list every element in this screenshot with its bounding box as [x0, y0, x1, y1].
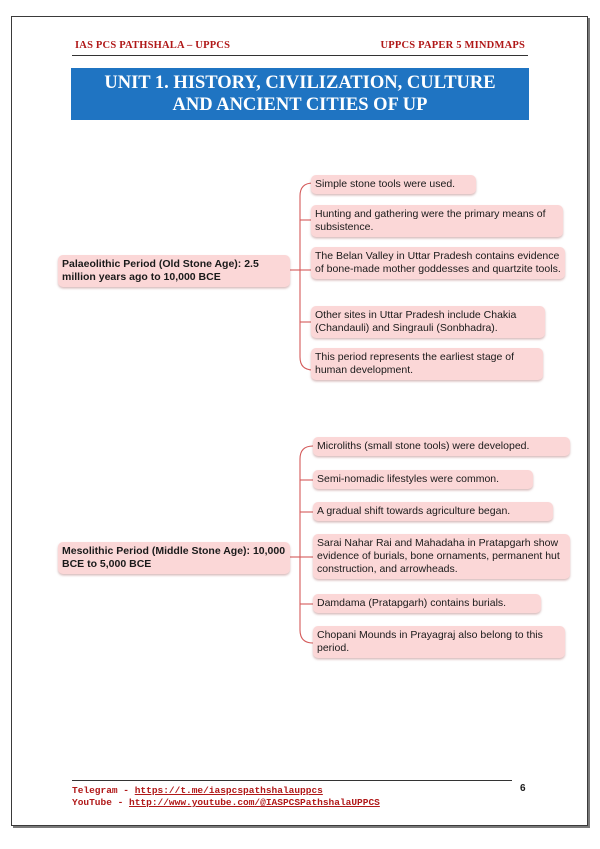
mesolithic-point-6: Chopani Mounds in Prayagraj also belong to this period.	[313, 626, 565, 658]
header-left-title: IAS PCS PATHSHALA – UPPCS	[75, 40, 231, 51]
palaeolithic-point-1: Simple stone tools were used.	[311, 175, 476, 194]
header-divider	[72, 55, 528, 56]
footer-divider	[72, 780, 512, 781]
mesolithic-point-5: Damdama (Pratapgarh) contains burials.	[313, 594, 541, 613]
footer-telegram	[72, 785, 323, 796]
page-frame	[11, 16, 588, 826]
mesolithic-point-1: Microliths (small stone tools) were developed.	[313, 437, 570, 456]
youtube-link[interactable]: http://www.youtube.com/@IASPCSPathshalaUPPCS	[129, 797, 380, 808]
unit-title-banner	[71, 68, 529, 120]
unit-title-line-1: UNIT 1. HISTORY, CIVILIZATION, CULTURE	[104, 73, 496, 93]
topic-palaeolithic: Palaeolithic Period (Old Stone Age): 2.5 million years ago to 10,000 BCE	[58, 255, 290, 287]
palaeolithic-point-3: The Belan Valley in Uttar Pradesh contains evidence of bone-made mother goddesses and quartzite tools.	[311, 247, 565, 279]
footer-youtube	[72, 797, 380, 808]
topic-mesolithic: Mesolithic Period (Middle Stone Age): 10,000 BCE to 5,000 BCE	[58, 542, 290, 574]
header-right-title: UPPCS PAPER 5 MINDMAPS	[380, 40, 525, 51]
mesolithic-point-4: Sarai Nahar Rai and Mahadaha in Pratapgarh show evidence of burials, bone ornaments, permanent hut construction, and arrowheads.	[313, 534, 570, 579]
telegram-label: Telegram -	[72, 785, 135, 796]
mesolithic-point-2: Semi-nomadic lifestyles were common.	[313, 470, 533, 489]
palaeolithic-point-4: Other sites in Uttar Pradesh include Chakia (Chandauli) and Singrauli (Sonbhadra).	[311, 306, 545, 338]
page-number: 6	[520, 783, 526, 794]
mesolithic-point-3: A gradual shift towards agriculture began.	[313, 502, 553, 521]
telegram-link[interactable]: https://t.me/iaspcspathshalauppcs	[134, 785, 323, 796]
unit-title-line-2: AND ANCIENT CITIES OF UP	[172, 95, 428, 115]
youtube-label: YouTube -	[72, 797, 130, 808]
palaeolithic-point-5: This period represents the earliest stage of human development.	[311, 348, 543, 380]
palaeolithic-point-2: Hunting and gathering were the primary means of subsistence.	[311, 205, 563, 237]
